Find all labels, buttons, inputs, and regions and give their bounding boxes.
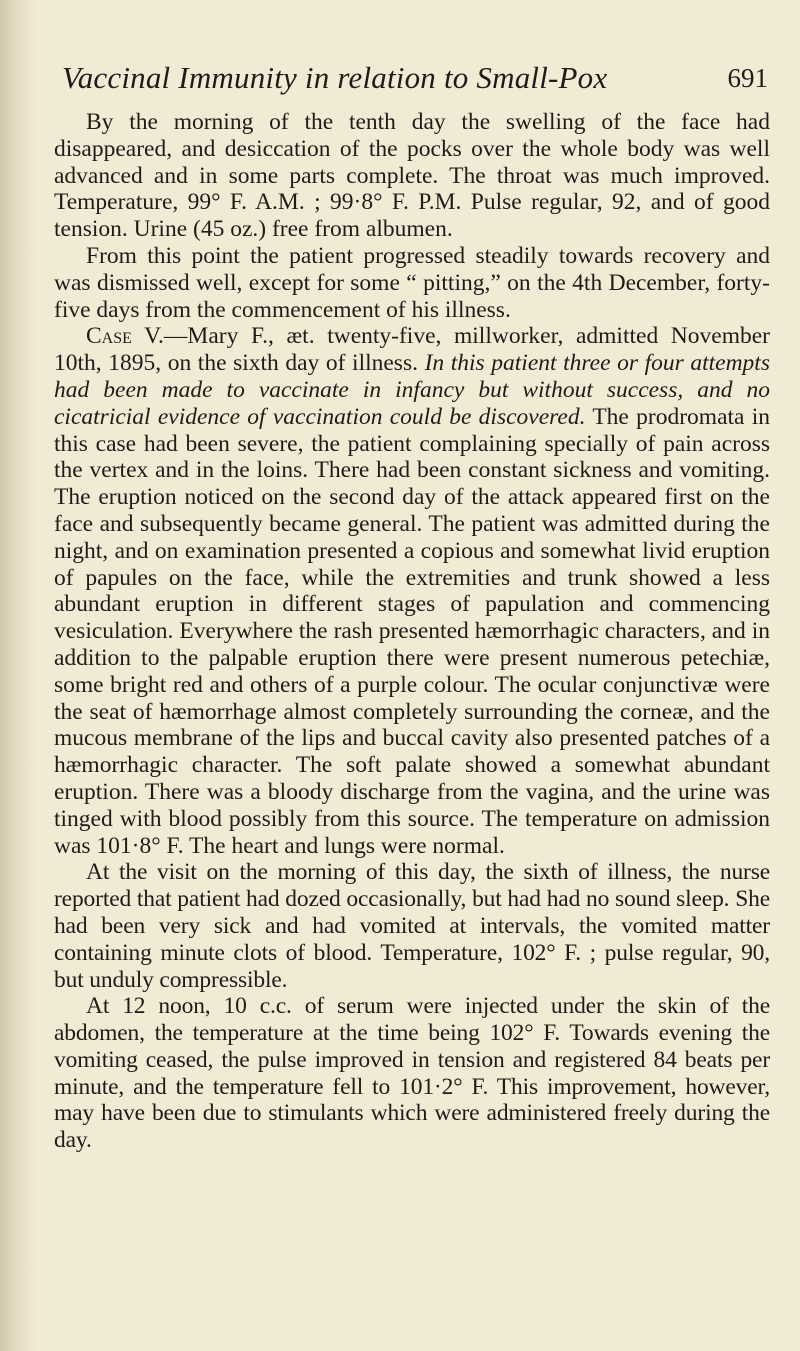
case-heading: Case V. xyxy=(86,323,164,350)
paragraph-case-v xyxy=(54,323,770,859)
running-title: Vaccinal Immunity in relation to Small-Pox xyxy=(62,60,608,95)
paragraph-recovery: From this point the patient progressed steadily towards recovery and was dismissed well, except for some “ pitting,” on the 4th December, forty-five days from the commencement of his illness. xyxy=(54,242,770,323)
case-clinical-description: The prodromata in this case had been severe, the patient complaining specially of pain across the vertex and in the loins. There had been constant sickness and vomiting. The eruption noticed on the second day of the attack appeared first on the face and subsequently became general. The patient was admitted during the night, and on examination presented a copious and somewhat livid eruption of papules on the face, while the extremities and trunk showed a less abundant eruption in different stages of papulation and commencing vesiculation. Everywhere the rash presented hæmorrhagic characters, and in addition to the palpable eruption there were present numerous petechiæ, some bright red and others of a purple colour. The ocular conjunctivæ were the seat of hæmorrhage almost completely surrounding the corneæ, and the mucous membrane of the lips and buccal cavity also presented patches of a hæmorrhagic character. The soft palate showed a somewhat abundant eruption. There was a bloody discharge from the vagina, and the urine was tinged with blood possibly from this source. The temperature on admission was 101·8° F. The heart and lungs were normal. xyxy=(54,403,771,859)
page-edge-shadow xyxy=(0,0,38,1351)
paragraph-morning-visit: At the visit on the morning of this day, the sixth of illness, the nurse reported that patient had dozed occasionally, but had had no sound sleep. She had been very sick and had vomited at intervals, the vomited matter containing minute clots of blood. Temperature, 102° F. ; pulse regular, 90, but unduly compressible. xyxy=(54,859,770,993)
page-number: 691 xyxy=(727,63,768,93)
body-text xyxy=(54,109,770,1154)
paragraph-serum-injection: At 12 noon, 10 c.c. of serum were injected under the skin of the abdomen, the temperature at the time being 102° F. Towards evening the vomiting ceased, the pulse improved in tension and registered 84 beats per minute, and the temperature fell to 101·2° F. This improvement, however, may have been due to stimulants which were administered freely during the day. xyxy=(54,993,770,1154)
paragraph-tenth-day: By the morning of the tenth day the swelling of the face had disappeared, and desiccation of the pocks over the whole body was well advanced and in some parts complete. The throat was much improved. Temperature, 99° F. A.M. ; 99·8° F. P.M. Pulse regular, 92, and of good tension. Urine (45 oz.) free from albumen. xyxy=(54,109,770,243)
case-vaccination-note: In this patient three or four attempts had been made to vaccinate in infancy but without success, and no cicatricial evidence of vaccination could be discovered. xyxy=(54,350,770,430)
case-intro: —Mary F., æt. twenty-five, millworker, admitted November 10th, 1895, on the sixth day of illness. xyxy=(54,323,770,377)
running-head xyxy=(62,60,768,100)
